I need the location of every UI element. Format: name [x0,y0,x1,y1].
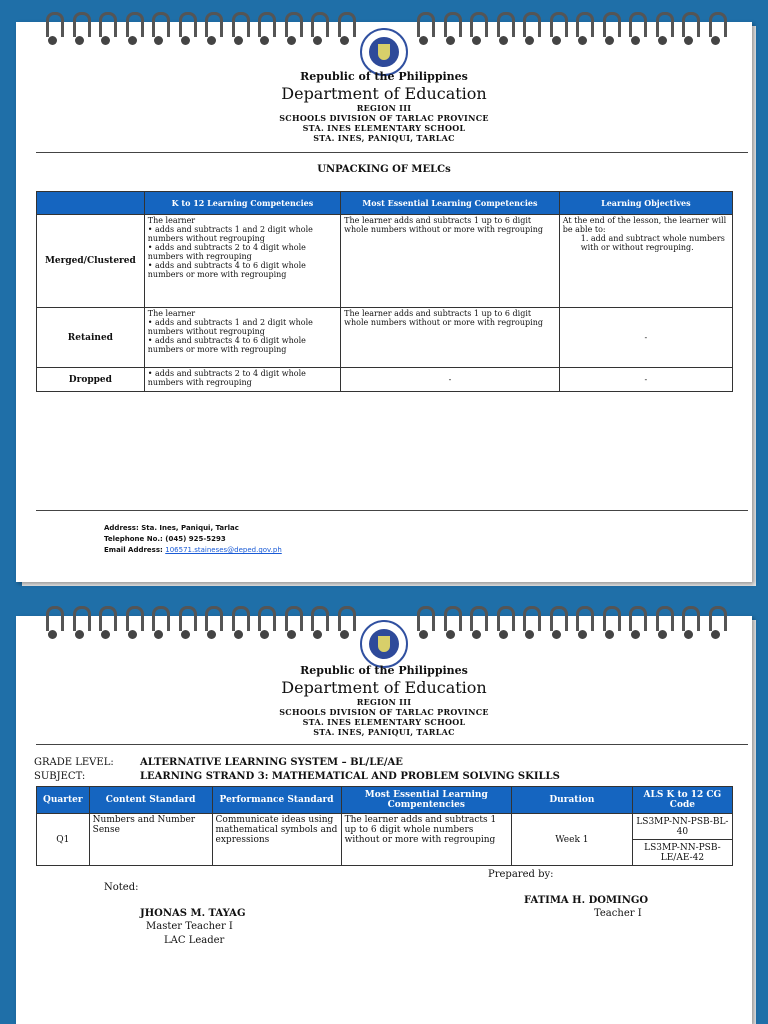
noter-role: LAC Leader [164,935,225,946]
spiral-ring [309,12,327,48]
k12-cell [144,308,340,368]
republic-line: Republic of the Philippines [300,664,468,677]
footer-address: Address: Sta. Ines, Paniqui, Tarlac [104,524,239,532]
grade-level-value: ALTERNATIVE LEARNING SYSTEM – BL/LE/AE [140,757,403,768]
spiral-ring [71,12,89,48]
spiral-ring [680,606,698,642]
footer-email-line [104,545,282,556]
spiral-ring [203,12,221,48]
cell-line: The learner [147,309,196,318]
spiral-ring [601,606,619,642]
spiral-ring [468,12,486,48]
division-line: SCHOOLS DIVISION OF TARLAC PROVINCE [279,707,489,717]
row-label: Retained [37,308,145,368]
subject-row [34,771,560,783]
spiral-ring [627,12,645,48]
spiral-ring [654,606,672,642]
spiral-ring [97,12,115,48]
spiral-ring [521,606,539,642]
objective-cell: - [559,368,732,392]
cell-line: • adds and subtracts 4 to 6 digit whole numbers or more with regrouping [147,261,306,279]
als-competency-table [36,786,733,866]
spiral-ring [150,12,168,48]
spiral-ring [44,12,62,48]
spiral-ring [601,12,619,48]
spiral-ring [548,606,566,642]
spiral-ring [97,606,115,642]
noter-title: Master Teacher I [146,921,233,932]
objective-cell: - [559,308,732,368]
school-address-line: STA. INES, PANIQUI, TARLAC [313,727,455,737]
cell-line: • adds and subtracts 1 and 2 digit whole numbers without regrouping [147,225,313,243]
school-line: STA. INES ELEMENTARY SCHOOL [302,717,466,727]
cg-code-cell: LS3MP-NN-PSB-LE/AE-42 [632,840,732,866]
spiral-ring [283,606,301,642]
table-row [37,215,733,308]
spiral-ring [203,606,221,642]
email-label: Email Address: [104,546,166,554]
divider [36,152,748,153]
spiral-ring [442,606,460,642]
cell-line: • adds and subtracts 2 to 4 digit whole numbers with regrouping [147,369,306,387]
spiral-ring [415,606,433,642]
column-header: Content Standard [89,787,212,814]
spiral-ring [256,12,274,48]
deped-seal-icon [360,620,408,668]
spiral-ring [230,606,248,642]
table-header-row [37,787,733,814]
melc-unpacking-table [36,191,733,392]
cell-line: • adds and subtracts 4 to 6 digit whole numbers or more with regrouping [147,336,306,354]
column-header: Most Essential Learning Compentencies [341,787,511,814]
quarter-cell: Q1 [37,814,90,866]
spiral-ring [548,12,566,48]
cell-line: The learner [147,216,196,225]
melc-cell: - [341,368,560,392]
deped-seal-icon [360,28,408,76]
column-header: Performance Standard [212,787,341,814]
table-row [37,814,733,840]
preparer-name: FATIMA H. DOMINGO [524,895,649,906]
spiral-ring [574,12,592,48]
table-header-row [37,192,733,215]
spiral-ring [336,12,354,48]
row-label: Dropped [37,368,145,392]
spiral-ring [495,12,513,48]
column-header: Learning Objectives [559,192,732,215]
objective-item: 1. add and subtract whole numbers with or without regrouping. [580,234,725,252]
spiral-ring [654,12,672,48]
k12-cell [144,368,340,392]
spiral-ring [521,12,539,48]
spiral-ring [707,606,725,642]
region-line: REGION III [356,103,412,113]
cell-line: • adds and subtracts 1 and 2 digit whole numbers without regrouping [147,318,313,336]
spiral-ring [44,606,62,642]
duration-cell: Week 1 [511,814,632,866]
melc-cell: The learner adds and subtracts 1 up to 6 digit whole numbers without or more with regrouping [341,814,511,866]
column-header: Duration [511,787,632,814]
region-line: REGION III [356,697,412,707]
spiral-ring [309,606,327,642]
footer-telephone: Telephone No.: (045) 925-5293 [104,535,226,543]
grade-level-row [34,757,403,769]
spiral-ring [230,12,248,48]
noter-name: JHONAS M. TAYAG [140,908,246,919]
spiral-ring [124,12,142,48]
footer-divider [36,510,748,511]
spiral-ring [177,12,195,48]
spiral-ring [283,12,301,48]
grade-level-label: GRADE LEVEL: [34,757,114,768]
performance-standard-cell: Communicate ideas using mathematical symbols and expressions [212,814,341,866]
column-header: Most Essential Learning Competencies [341,192,560,215]
division-line: SCHOOLS DIVISION OF TARLAC PROVINCE [279,113,489,123]
school-contact-footer [104,523,282,556]
table-row [37,368,733,392]
spiral-ring [468,606,486,642]
subject-label: SUBJECT: [34,771,86,782]
spiral-ring [415,12,433,48]
column-header: K to 12 Learning Competencies [144,192,340,215]
preparer-title: Teacher I [594,908,642,919]
spiral-ring [336,606,354,642]
republic-line: Republic of the Philippines [300,70,468,83]
department-line: Department of Education [281,84,487,103]
spiral-ring [680,12,698,48]
content-standard-cell: Numbers and Number Sense [89,814,212,866]
spiral-ring [71,606,89,642]
melc-cell: The learner adds and subtracts 1 up to 6 digit whole numbers without or more with regrouping [341,215,560,308]
cg-code-cell: LS3MP-NN-PSB-BL-40 [632,814,732,840]
spiral-ring [707,12,725,48]
spiral-ring [574,606,592,642]
row-label: Merged/Clustered [37,215,145,308]
spiral-ring [627,606,645,642]
subject-value: LEARNING STRAND 3: MATHEMATICAL AND PROBLEM SOLVING SKILLS [140,771,560,782]
school-address-line: STA. INES, PANIQUI, TARLAC [313,133,455,143]
spiral-ring [495,606,513,642]
page-title: UNPACKING OF MELCs [317,164,451,175]
column-header: ALS K to 12 CG Code [632,787,732,814]
divider [36,744,748,745]
spiral-ring [442,12,460,48]
department-line: Department of Education [281,678,487,697]
spiral-ring [150,606,168,642]
cell-line: • adds and subtracts 2 to 4 digit whole numbers with regrouping [147,243,306,261]
school-line: STA. INES ELEMENTARY SCHOOL [302,123,466,133]
spiral-ring [256,606,274,642]
spiral-ring [124,606,142,642]
objective-intro: At the end of the lesson, the learner will be able to: [562,216,727,234]
letterhead [16,70,752,143]
noted-label: Noted: [104,882,139,893]
objective-cell [559,215,732,308]
letterhead [16,664,752,737]
email-link[interactable]: 106571.staineses@deped.gov.ph [165,546,282,554]
column-header [37,192,145,215]
column-header: Quarter [37,787,90,814]
k12-cell [144,215,340,308]
prepared-by-label: Prepared by: [488,869,554,880]
melc-cell: The learner adds and subtracts 1 up to 6 digit whole numbers without or more with regrouping [341,308,560,368]
spiral-ring [177,606,195,642]
table-row [37,308,733,368]
